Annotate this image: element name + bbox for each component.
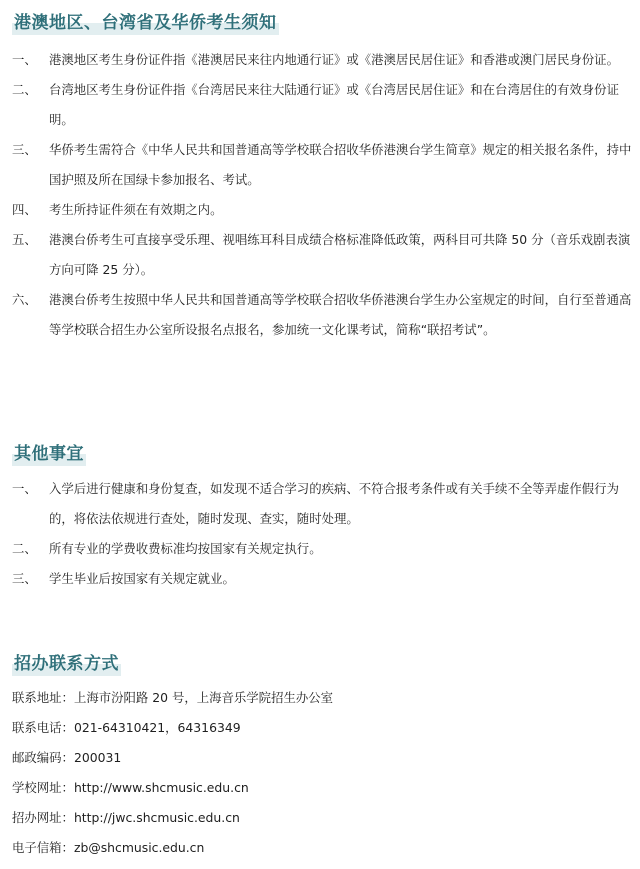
school-website-link[interactable]: http://www.shcmusic.edu.cn (73, 780, 249, 795)
contact-row-postcode (12, 743, 333, 773)
item-number: 二、 (12, 541, 37, 556)
item-text: 港澳台侨考生按照中华人民共和国普通高等学校联合招收华侨港澳台学生办公室规定的时间，自行至普通高等学校联合招生办公室所设报名点报名，参加统一文化课考试，简称“联招考试”。 (49, 292, 632, 337)
item-number: 五、 (12, 232, 37, 247)
contact-value: 上海市汾阳路 20 号，上海音乐学院招生办公室 (73, 690, 334, 705)
item-text: 入学后进行健康和身份复查，如发现不适合学习的疾病、不符合报考条件或有关手续不全等弄虚作假行为的，将依法依规进行查处，随时发现、查实，随时处理。 (49, 481, 619, 526)
contact-label: 电子信箱： (12, 840, 74, 855)
list-item (0, 75, 640, 135)
contact-info (12, 683, 333, 863)
contact-label: 联系电话： (12, 720, 74, 735)
item-number: 二、 (12, 82, 37, 97)
contact-row-address (12, 683, 333, 713)
item-number: 三、 (12, 571, 37, 586)
contact-label: 邮政编码： (12, 750, 74, 765)
email-link[interactable]: zb@shcmusic.edu.cn (73, 840, 205, 855)
list-item (0, 285, 640, 345)
section-title: 其他事宜 (14, 444, 84, 464)
item-text: 港澳台侨考生可直接享受乐理、视唱练耳科目成绩合格标准降低政策，两科目可共降 50 分（音乐戏剧表演方向可降 25 分）。 (49, 232, 631, 277)
list-item (0, 564, 640, 594)
contact-row-email (12, 833, 333, 863)
item-text: 学生毕业后按国家有关规定就业。 (49, 571, 235, 586)
contact-value: 200031 (73, 750, 122, 765)
contact-label: 学校网址： (12, 780, 74, 795)
item-text: 台湾地区考生身份证件指《台湾居民来往大陆通行证》或《台湾居民居住证》和在台湾居住的有效身份证明。 (49, 82, 619, 127)
section-title: 招办联系方式 (14, 654, 119, 674)
list-item (0, 195, 640, 225)
contact-row-admissions-website (12, 803, 333, 833)
item-number: 四、 (12, 202, 37, 217)
list-item (0, 45, 640, 75)
notice-list-other-matters (0, 474, 640, 594)
admissions-website-link[interactable]: http://jwc.shcmusic.edu.cn (73, 810, 240, 825)
list-item (0, 225, 640, 285)
section-heading-hkmo-taiwan (12, 10, 279, 36)
contact-row-phone (12, 713, 333, 743)
contact-value: 021-64310421，64316349 (73, 720, 241, 735)
contact-row-school-website (12, 773, 333, 803)
item-text: 考生所持证件须在有效期之内。 (49, 202, 223, 217)
contact-label: 联系地址： (12, 690, 74, 705)
item-number: 六、 (12, 292, 37, 307)
item-number: 一、 (12, 52, 37, 67)
list-item (0, 135, 640, 195)
list-item (0, 474, 640, 534)
notice-list-hkmo-taiwan (0, 45, 640, 345)
section-title: 港澳地区、台湾省及华侨考生须知 (14, 13, 277, 33)
section-heading-other-matters (12, 441, 86, 467)
item-number: 三、 (12, 142, 37, 157)
item-text: 所有专业的学费收费标准均按国家有关规定执行。 (49, 541, 322, 556)
item-text: 华侨考生需符合《中华人民共和国普通高等学校联合招收华侨港澳台学生简章》规定的相关报名条件，持中国护照及所在国绿卡参加报名、考试。 (49, 142, 632, 187)
contact-label: 招办网址： (12, 810, 74, 825)
item-number: 一、 (12, 481, 37, 496)
item-text: 港澳地区考生身份证件指《港澳居民来往内地通行证》或《港澳居民居住证》和香港或澳门居民身份证。 (49, 52, 619, 67)
section-heading-contact (12, 651, 121, 677)
list-item (0, 534, 640, 564)
